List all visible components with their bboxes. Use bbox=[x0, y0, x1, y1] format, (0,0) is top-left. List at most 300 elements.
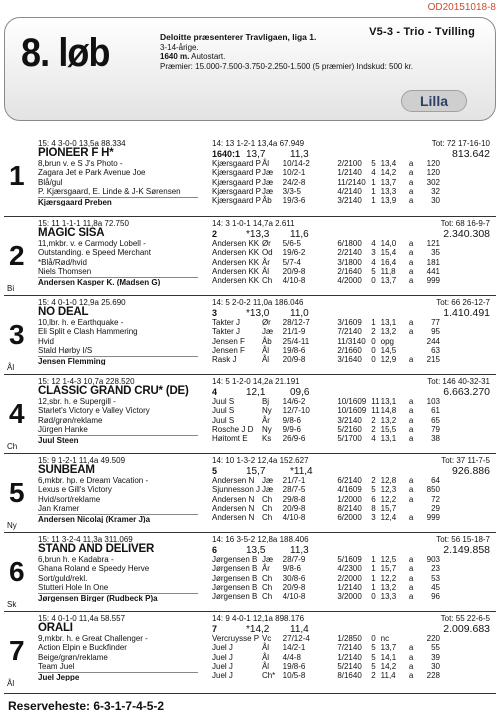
history-cell: 2 bbox=[371, 670, 376, 680]
record-line bbox=[212, 386, 440, 397]
history-cell: 4/2140 bbox=[337, 186, 362, 196]
colors: Blå/gul bbox=[38, 177, 63, 187]
start-number: 5 bbox=[9, 477, 25, 508]
history-cell: 2 bbox=[371, 424, 376, 434]
race-history-row bbox=[212, 267, 440, 276]
history-cell: 13,1 bbox=[380, 397, 397, 407]
race-history-row bbox=[212, 337, 440, 346]
record-line bbox=[212, 544, 440, 555]
history-cell: a bbox=[408, 424, 414, 434]
history-cell: Ør bbox=[261, 318, 271, 328]
history-cell: 28/7-5 bbox=[282, 485, 306, 495]
history-cell: Jensen F bbox=[212, 345, 245, 355]
history-cell: a bbox=[408, 512, 414, 522]
history-cell: 13,7 bbox=[380, 275, 397, 285]
history-cell: 27/12-4 bbox=[282, 634, 310, 644]
history-cell bbox=[409, 346, 417, 355]
colors: Rød/grøn/reklame bbox=[38, 415, 103, 425]
history-cell: Ks bbox=[261, 433, 272, 443]
history-cell: nc bbox=[380, 634, 390, 644]
history-cell: Ch bbox=[261, 275, 273, 285]
history-cell: Ål bbox=[261, 643, 270, 653]
history-cell: a bbox=[408, 327, 414, 337]
history-cell: Kjærsgaard P bbox=[212, 195, 261, 205]
history-cell: a bbox=[408, 177, 414, 187]
history-cell: 65 bbox=[431, 415, 441, 425]
history-cell: 302 bbox=[426, 177, 441, 187]
history-cell: a bbox=[408, 573, 414, 583]
history-cell: 12,9 bbox=[380, 354, 397, 364]
race-distance: 1640 m. bbox=[160, 52, 190, 62]
horse-name: STAND AND DELIVER bbox=[38, 543, 155, 556]
history-cell: 1 bbox=[371, 177, 376, 187]
history-cell: 8/2140 bbox=[337, 503, 362, 513]
history-cell: 14,2 bbox=[380, 661, 397, 671]
pedigree: Lexus e Gill's Victory bbox=[38, 485, 112, 495]
history-cell: 9/8-6 bbox=[282, 415, 301, 425]
history-cell: 2/2100 bbox=[337, 159, 362, 169]
race-history-row bbox=[212, 406, 440, 415]
history-cell: 7/2140 bbox=[337, 643, 362, 653]
history-cell: 2 bbox=[371, 415, 376, 425]
history-cell: 20/9-8 bbox=[282, 582, 306, 592]
history-cell: a bbox=[408, 494, 414, 504]
history-cell: Andersen KK bbox=[212, 275, 260, 285]
colors: Beige/grøn/reklame bbox=[38, 652, 108, 662]
history-cell: 6/1800 bbox=[337, 239, 362, 249]
history-cell: 12/7-10 bbox=[282, 406, 310, 416]
pedigree: Zagara Jet e Park Avenue Joe bbox=[38, 168, 146, 178]
race-history-row bbox=[212, 327, 440, 336]
history-cell: Andersen N bbox=[212, 503, 255, 513]
history-cell: 5/6-5 bbox=[282, 239, 301, 249]
history-cell: Andersen KK bbox=[212, 239, 260, 249]
race-number: 8. løb bbox=[21, 31, 110, 75]
driver: Kjærsgaard Preben bbox=[38, 197, 198, 206]
history-cell: 4/10-8 bbox=[282, 591, 306, 601]
race-history-row bbox=[212, 248, 440, 257]
auto-record: 11,0 bbox=[290, 307, 309, 319]
history-cell: Ål bbox=[261, 354, 270, 364]
record-time: 12,1 bbox=[246, 386, 266, 398]
history-cell: a bbox=[408, 248, 414, 258]
history-cell: 21/1-9 bbox=[282, 327, 306, 337]
prev-year-stats: 14: 10 1-3-2 12,4a 152.627 bbox=[212, 456, 309, 465]
history-cell: 13,7 bbox=[380, 643, 397, 653]
history-cell: Juel J bbox=[212, 661, 233, 671]
history-cell: 13,7 bbox=[380, 177, 397, 187]
history-cell: 19/8-6 bbox=[282, 661, 306, 671]
history-cell: Ål bbox=[261, 266, 270, 276]
colors: Hvid/sort/reklame bbox=[38, 494, 101, 504]
history-cell: 12,5 bbox=[380, 555, 397, 565]
total-earnings: 1.410.491 bbox=[443, 307, 490, 320]
history-cell: Juel J bbox=[212, 670, 233, 680]
history-cell: 11 bbox=[371, 397, 380, 407]
history-cell: 2/1640 bbox=[337, 266, 362, 276]
history-cell: Vercruysse P bbox=[212, 634, 260, 644]
history-cell: Jørgensen B bbox=[212, 591, 258, 601]
history-cell: 10/5-8 bbox=[282, 670, 306, 680]
record-time: *13,3 bbox=[246, 228, 270, 240]
history-cell: Jæ bbox=[261, 327, 274, 337]
history-cell: 24/2-8 bbox=[282, 177, 306, 187]
history-cell: 0 bbox=[371, 354, 376, 364]
history-cell: 4/2300 bbox=[337, 564, 362, 574]
history-cell: 13,1 bbox=[380, 433, 397, 443]
entry-7 bbox=[4, 611, 496, 688]
history-cell: 1 bbox=[371, 195, 376, 205]
owner: Jan Kramer bbox=[38, 503, 80, 513]
race-start: Autostart. bbox=[191, 52, 226, 62]
history-cell: 77 bbox=[431, 318, 441, 328]
history-cell: 4 bbox=[371, 433, 376, 443]
history-cell: 5/2140 bbox=[337, 661, 362, 671]
history-cell: 181 bbox=[426, 257, 441, 267]
history-cell: 10/1609 bbox=[337, 397, 367, 407]
horse-description: 6,brun h. e Kadabra - bbox=[38, 555, 114, 565]
history-cell: 5 bbox=[371, 485, 376, 495]
history-cell: 1/2140 bbox=[337, 168, 362, 178]
history-cell: a bbox=[408, 591, 414, 601]
start-number: 1 bbox=[9, 160, 25, 191]
history-cell: Ch bbox=[261, 573, 273, 583]
history-cell: Juul S bbox=[212, 406, 235, 416]
history-cell: 3 bbox=[371, 512, 376, 522]
history-cell: 5 bbox=[371, 643, 376, 653]
race-history-row bbox=[212, 416, 440, 425]
history-cell: 244 bbox=[426, 336, 441, 346]
horse-description: 6,mkbr. hp. e Dream Vacation - bbox=[38, 476, 149, 486]
history-cell: a bbox=[408, 485, 414, 495]
history-cell: 6/2140 bbox=[337, 476, 362, 486]
history-cell: opg bbox=[380, 336, 395, 346]
total-stats: Tot: 66 26-12-7 bbox=[436, 298, 490, 307]
history-cell: 903 bbox=[426, 555, 441, 565]
trainer-location: Ål bbox=[7, 363, 15, 372]
history-cell: Andersen N bbox=[212, 512, 255, 522]
history-cell: 32 bbox=[431, 186, 441, 196]
record-line bbox=[212, 623, 440, 634]
auto-record: 11,3 bbox=[290, 148, 309, 160]
race-history-row bbox=[212, 346, 440, 355]
race-history-row bbox=[212, 196, 440, 205]
colors: Hvid bbox=[38, 336, 55, 346]
total-earnings: 2.149.858 bbox=[443, 544, 490, 557]
race-history-row bbox=[212, 485, 440, 494]
history-cell: 0 bbox=[371, 275, 376, 285]
entry-4 bbox=[4, 374, 496, 451]
race-history-row bbox=[212, 653, 440, 662]
race-history-row bbox=[212, 504, 440, 513]
history-cell bbox=[409, 337, 417, 346]
horse-description: 12,sbr. h. e Supergill - bbox=[38, 397, 116, 407]
history-cell: 121 bbox=[426, 239, 441, 249]
record-time: 13,7 bbox=[246, 148, 266, 160]
history-cell: 64 bbox=[431, 476, 441, 486]
entry-2 bbox=[4, 216, 496, 293]
driver: Jørgensen Birger (Rudbeck P)a bbox=[38, 593, 198, 602]
track-label: Lilla bbox=[401, 90, 467, 112]
total-earnings: 926.886 bbox=[452, 465, 490, 478]
total-stats: Tot: 68 16-9-7 bbox=[440, 219, 490, 228]
pedigree: Ghana Roland e Speedy Herve bbox=[38, 564, 150, 574]
history-cell: Jæ bbox=[261, 476, 274, 486]
history-cell: 29/8-8 bbox=[282, 494, 306, 504]
history-cell: Rask J bbox=[212, 354, 237, 364]
track-position: 6 bbox=[212, 544, 218, 555]
horse-name: ORALI bbox=[38, 622, 73, 635]
history-cell: 4 bbox=[371, 257, 376, 267]
history-cell: a bbox=[408, 661, 414, 671]
year-stats: 15: 11 1-1-1 11,8a 72.750 bbox=[38, 219, 129, 228]
history-cell: 1/2000 bbox=[337, 494, 362, 504]
driver: Juul Steen bbox=[38, 435, 198, 444]
horse-description: 8,brun v. e S J's Photo - bbox=[38, 159, 123, 169]
history-cell: 13,3 bbox=[380, 591, 397, 601]
history-cell: Sjunnesson J bbox=[212, 485, 261, 495]
history-cell: Takter J bbox=[212, 327, 241, 337]
history-cell bbox=[409, 504, 417, 513]
history-cell: 103 bbox=[426, 397, 441, 407]
year-stats: 15: 9 1-2-1 11,4a 49.509 bbox=[38, 456, 126, 465]
entry-3 bbox=[4, 295, 496, 372]
history-cell: 25/4-11 bbox=[282, 336, 310, 346]
history-cell: 35 bbox=[431, 248, 441, 258]
total-stats: Tot: 56 15-18-7 bbox=[436, 535, 490, 544]
history-cell: 28/12-7 bbox=[282, 318, 310, 328]
history-cell: Jæ bbox=[261, 168, 274, 178]
race-prizes: Præmier: 15.000-7.500-3.750-2.250-1.500 (5 præmier) Indskud: 500 kr. bbox=[160, 61, 414, 71]
history-cell: Høitomt E bbox=[212, 433, 248, 443]
history-cell: 8 bbox=[371, 503, 376, 513]
history-cell: 120 bbox=[426, 168, 441, 178]
history-cell: a bbox=[408, 476, 414, 486]
history-cell: a bbox=[408, 275, 414, 285]
history-cell: Kjærsgaard P bbox=[212, 168, 261, 178]
history-cell: 20/9-8 bbox=[282, 354, 306, 364]
driver: Andersen Kasper K. (Madsen G) bbox=[38, 277, 198, 286]
prev-year-stats: 14: 9 4-0-1 12,1a 898.176 bbox=[212, 614, 305, 623]
total-stats: Tot: 37 11-7-5 bbox=[441, 456, 490, 465]
history-cell: 13,1 bbox=[380, 318, 397, 328]
history-cell: 14,0 bbox=[380, 239, 397, 249]
history-cell: 15,4 bbox=[380, 248, 397, 258]
horse-description: 9,mkbr. h. e Great Challenger - bbox=[38, 634, 148, 644]
auto-record: 11,3 bbox=[290, 544, 309, 556]
pedigree: Outstanding. e Speed Merchant bbox=[38, 248, 151, 258]
history-cell: 0 bbox=[371, 591, 376, 601]
history-cell: 850 bbox=[426, 485, 441, 495]
history-cell: a bbox=[408, 186, 414, 196]
race-history-row bbox=[212, 239, 440, 248]
history-cell: 13,4 bbox=[380, 159, 397, 169]
history-cell: 2 bbox=[371, 327, 376, 337]
history-cell: 39 bbox=[431, 652, 441, 662]
race-history-row bbox=[212, 168, 440, 177]
horse-description: 11,mkbr. v. e Carmody Lobell - bbox=[38, 239, 146, 249]
year-stats: 15: 4 0-1-0 11,4a 58.557 bbox=[38, 614, 126, 623]
owner: Jürgen Hanke bbox=[38, 424, 88, 434]
history-cell: 5/1609 bbox=[337, 555, 362, 565]
history-cell: 3/1609 bbox=[337, 318, 362, 328]
history-cell: Ål bbox=[261, 661, 270, 671]
history-cell: 79 bbox=[431, 424, 441, 434]
entry-1 bbox=[4, 137, 496, 214]
history-cell: 1 bbox=[371, 582, 376, 592]
history-cell: 6 bbox=[371, 494, 376, 504]
history-cell: 12,3 bbox=[380, 485, 397, 495]
horse-name: CLASSIC GRAND CRU* (DE) bbox=[38, 385, 189, 398]
owner: P. Kjærsgaard, E. Linde & J-K Sørensen bbox=[38, 186, 181, 196]
history-cell: 11 bbox=[371, 406, 380, 416]
history-cell: Jørgensen B bbox=[212, 564, 258, 574]
history-cell: 11/2140 bbox=[337, 177, 366, 187]
history-cell: Kjærsgaard P bbox=[212, 177, 261, 187]
history-cell: 45 bbox=[431, 582, 441, 592]
trainer-location: Sk bbox=[7, 600, 17, 609]
owner: Niels Thomsen bbox=[38, 266, 92, 276]
history-cell: Ål bbox=[261, 345, 270, 355]
history-cell: 1/2140 bbox=[337, 582, 362, 592]
race-history-row bbox=[212, 187, 440, 196]
history-cell: Rosche J D bbox=[212, 424, 254, 434]
history-cell: 55 bbox=[431, 643, 441, 653]
history-cell: 26/9-6 bbox=[282, 433, 306, 443]
history-cell: 0 bbox=[371, 634, 376, 644]
record-time: 13,5 bbox=[246, 544, 266, 556]
entry-6 bbox=[4, 532, 496, 609]
history-cell: 3/1640 bbox=[337, 354, 362, 364]
history-cell: 13,2 bbox=[380, 327, 397, 337]
history-cell: 15,7 bbox=[380, 564, 397, 574]
record-line bbox=[212, 465, 440, 476]
history-cell: 11,8 bbox=[380, 266, 396, 276]
history-cell: År bbox=[261, 257, 270, 267]
history-cell: 12,2 bbox=[380, 494, 397, 504]
history-cell: 15,5 bbox=[380, 424, 397, 434]
history-cell: Andersen N bbox=[212, 494, 255, 504]
history-cell: 1/2140 bbox=[337, 652, 362, 662]
history-cell: 12,8 bbox=[380, 476, 397, 486]
history-cell: Vc bbox=[261, 634, 272, 644]
history-cell: 120 bbox=[426, 159, 441, 169]
race-history-row bbox=[212, 662, 440, 671]
auto-record: 09,6 bbox=[290, 386, 310, 398]
history-cell: 19/3-6 bbox=[282, 195, 306, 205]
owner: Team Juel bbox=[38, 661, 75, 671]
history-cell: Ål bbox=[261, 159, 270, 169]
history-cell: Ch bbox=[261, 512, 273, 522]
trainer-location: Bi bbox=[7, 284, 15, 293]
history-cell: 6/2000 bbox=[337, 512, 362, 522]
history-cell: 9/8-6 bbox=[282, 564, 301, 574]
record-line bbox=[212, 228, 440, 239]
prev-year-stats: 14: 5 2-0-2 11,0a 186.046 bbox=[212, 298, 304, 307]
history-cell: a bbox=[408, 406, 414, 416]
history-cell: 999 bbox=[426, 512, 441, 522]
history-cell: Jørgensen B bbox=[212, 582, 258, 592]
history-cell: 38 bbox=[431, 433, 441, 443]
history-cell: 12,4 bbox=[380, 512, 397, 522]
history-cell: 14/6-2 bbox=[282, 397, 306, 407]
history-cell: Ch bbox=[261, 503, 273, 513]
horse-name: SUNBEAM bbox=[38, 464, 95, 477]
history-cell: 21/7-1 bbox=[282, 476, 306, 486]
history-cell: 1/2850 bbox=[337, 634, 362, 644]
history-cell: Ny bbox=[261, 424, 272, 434]
track-position: 7 bbox=[212, 623, 218, 634]
total-stats: Tot: 55 22-6-5 bbox=[440, 614, 490, 623]
history-cell: Andersen KK bbox=[212, 248, 260, 258]
history-cell: 2/2000 bbox=[337, 573, 362, 583]
owner: Stald Hørby I/S bbox=[38, 345, 93, 355]
history-cell: 15,7 bbox=[380, 503, 397, 513]
history-cell: 10/14-2 bbox=[282, 159, 310, 169]
race-history-row bbox=[212, 434, 440, 443]
history-cell: 441 bbox=[426, 266, 441, 276]
history-cell: Jensen F bbox=[212, 336, 245, 346]
history-cell: 13,2 bbox=[380, 582, 397, 592]
race-history-row bbox=[212, 476, 440, 485]
history-cell: a bbox=[408, 266, 414, 276]
auto-record: 11,6 bbox=[290, 228, 309, 240]
track-position: 2 bbox=[212, 228, 218, 239]
history-cell: 215 bbox=[426, 354, 441, 364]
prev-year-stats: 14: 13 1-2-1 13,4a 67.949 bbox=[212, 139, 305, 148]
race-history-row bbox=[212, 513, 440, 522]
history-cell: 999 bbox=[426, 275, 441, 285]
pedigree: Action Elpin e Buckfinder bbox=[38, 643, 127, 653]
history-cell: 14,8 bbox=[380, 406, 397, 416]
history-cell: 4/10-8 bbox=[282, 512, 306, 522]
history-cell: 14,1 bbox=[380, 652, 397, 662]
history-cell: Andersen KK bbox=[212, 257, 260, 267]
history-cell: 7/2140 bbox=[337, 327, 362, 337]
horse-name: MAGIC SISA bbox=[38, 227, 105, 240]
history-cell: a bbox=[408, 397, 414, 407]
history-cell: 29 bbox=[431, 503, 441, 513]
history-cell: 4/4-8 bbox=[282, 652, 301, 662]
race-header bbox=[4, 17, 496, 121]
driver: Andersen Nicolaj (Kramer J)a bbox=[38, 514, 198, 523]
history-cell: a bbox=[408, 318, 414, 328]
prev-year-stats: 14: 16 3-5-2 12,8a 188.406 bbox=[212, 535, 309, 544]
history-cell: Andersen N bbox=[212, 476, 255, 486]
race-history-row bbox=[212, 355, 440, 364]
history-cell: Juel J bbox=[212, 643, 233, 653]
track-position: 4 bbox=[212, 386, 218, 397]
history-cell: Andersen KK bbox=[212, 266, 260, 276]
history-cell: 13,3 bbox=[380, 186, 397, 196]
history-cell: a bbox=[408, 670, 414, 680]
race-history-row bbox=[212, 671, 440, 680]
history-cell: 2/2140 bbox=[337, 248, 362, 258]
history-cell: Jæ bbox=[261, 177, 274, 187]
history-cell: a bbox=[408, 433, 414, 443]
history-cell: 11,4 bbox=[380, 670, 396, 680]
race-history-row bbox=[212, 564, 440, 573]
race-info bbox=[160, 33, 420, 71]
race-history-row bbox=[212, 276, 440, 285]
history-cell: 72 bbox=[431, 494, 441, 504]
history-cell: Bj bbox=[261, 397, 270, 407]
history-cell: 4 bbox=[371, 239, 376, 249]
trainer-location: Ny bbox=[7, 521, 17, 530]
history-cell: Juel J bbox=[212, 652, 233, 662]
history-cell: 95 bbox=[431, 327, 441, 337]
history-cell: Juul S bbox=[212, 397, 235, 407]
